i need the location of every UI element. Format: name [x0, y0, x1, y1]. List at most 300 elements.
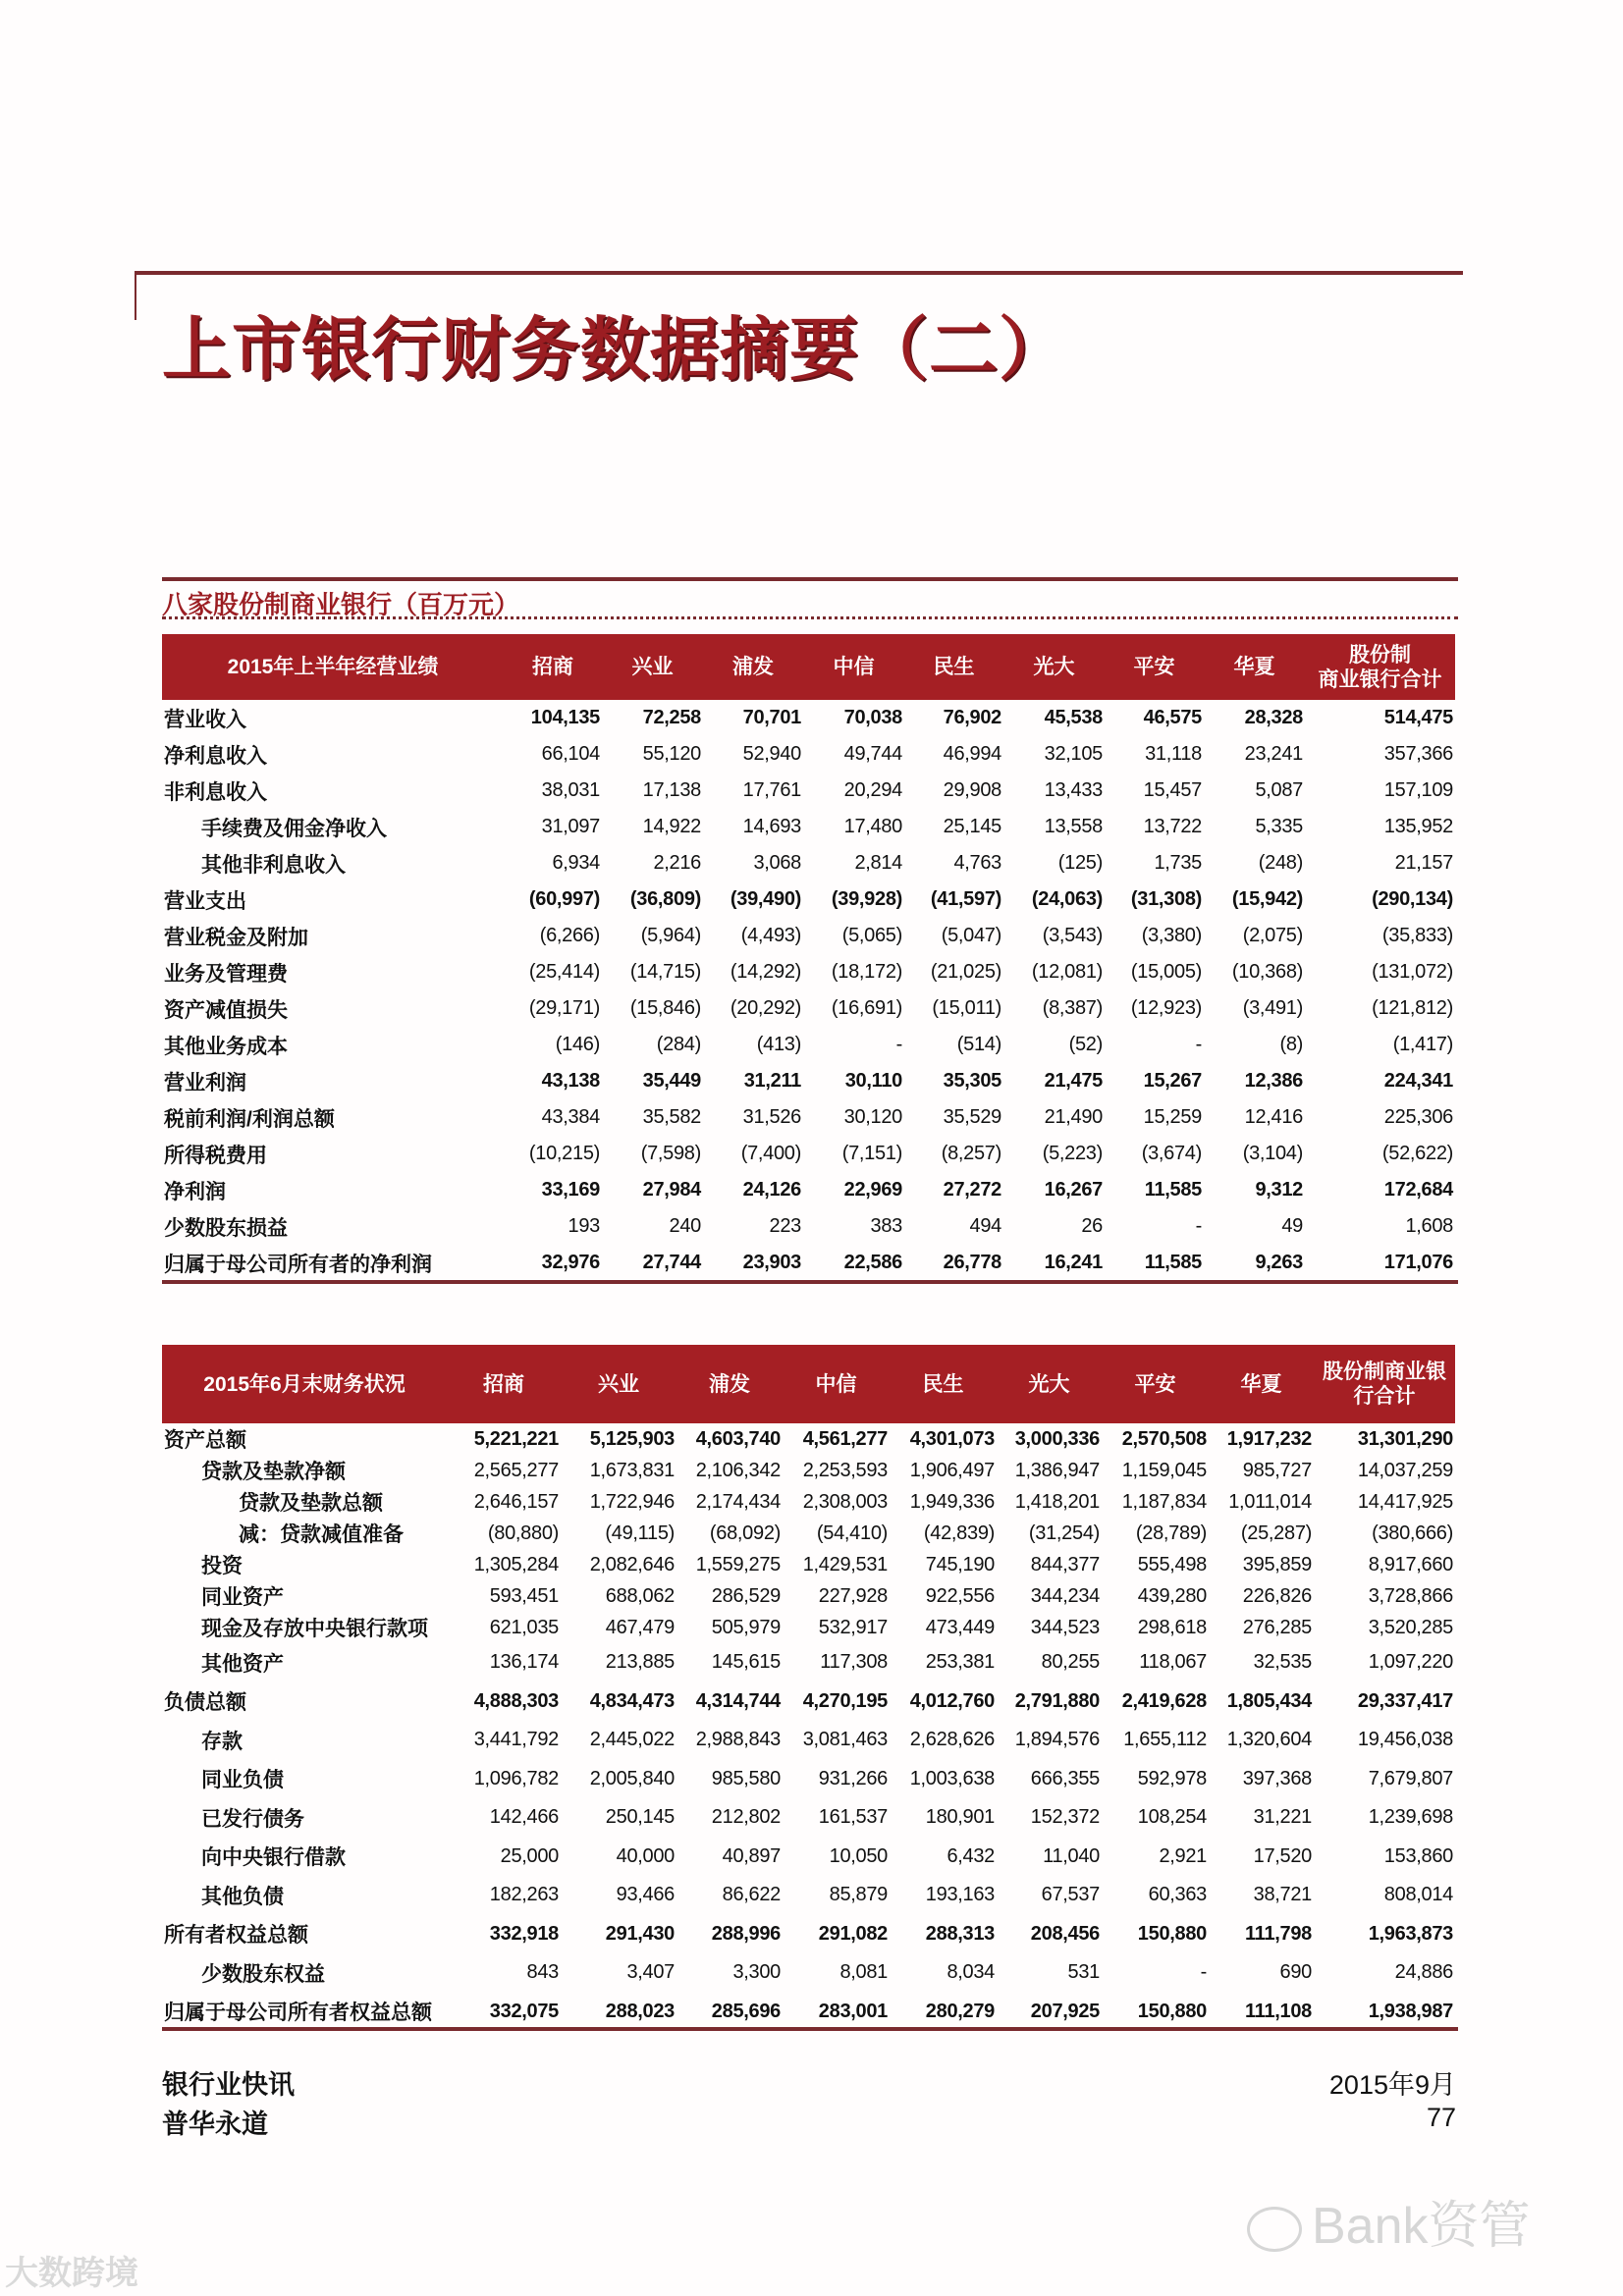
total-cell: 225,306: [1383, 1106, 1453, 1128]
value-cell: 30,120: [843, 1106, 902, 1128]
value-cell: 17,138: [642, 779, 701, 801]
value-cell: 24,126: [742, 1179, 801, 1201]
value-cell: 80,255: [1041, 1651, 1100, 1674]
value-cell: 35,449: [642, 1070, 701, 1092]
value-cell: 118,067: [1139, 1651, 1207, 1674]
value-cell: 182,263: [489, 1884, 559, 1906]
value-cell: 85,879: [829, 1884, 888, 1906]
value-cell: 11,585: [1144, 1252, 1202, 1273]
value-cell: 1,011,014: [1228, 1490, 1312, 1513]
value-cell: 1,559,275: [695, 1553, 781, 1575]
value-cell: 22,586: [843, 1252, 902, 1273]
value-cell: (15,011): [932, 997, 1001, 1019]
value-cell: 395,859: [1242, 1553, 1312, 1575]
value-cell: 985,580: [711, 1767, 781, 1789]
value-cell: 4,314,744: [695, 1689, 781, 1712]
table-row: [162, 1455, 1455, 1486]
value-cell: 15,267: [1143, 1070, 1202, 1092]
value-cell: 22,969: [843, 1179, 902, 1201]
total-cell: (131,072): [1372, 961, 1453, 983]
value-cell: 397,368: [1242, 1767, 1312, 1789]
watermark-bank-text: Bank资管: [1312, 2198, 1531, 2255]
value-cell: 27,984: [642, 1179, 701, 1201]
row-label: 净利润: [164, 1180, 226, 1203]
value-cell: (15,942): [1231, 888, 1303, 910]
row-label: 现金及存放中央银行款项: [201, 1618, 428, 1640]
value-cell: 161,537: [818, 1806, 888, 1829]
value-cell: (7,598): [640, 1143, 701, 1164]
value-cell: 280,279: [925, 2000, 995, 2022]
value-cell: 136,174: [489, 1651, 559, 1674]
total-cell: 153,860: [1383, 1844, 1453, 1867]
total-cell: 24,886: [1394, 1961, 1453, 1984]
value-cell: 32,535: [1253, 1651, 1312, 1674]
value-cell: 3,300: [732, 1961, 781, 1984]
value-cell: 150,880: [1137, 2000, 1207, 2022]
value-cell: 67,537: [1041, 1884, 1100, 1906]
value-cell: (31,308): [1130, 888, 1202, 910]
value-cell: 40,897: [722, 1844, 781, 1867]
table-row: [162, 990, 1455, 1027]
table-row: [162, 1027, 1455, 1063]
value-cell: 985,727: [1242, 1459, 1312, 1481]
footer-publication: 银行业快讯: [162, 2070, 295, 2100]
header-bank: 民生: [890, 1345, 997, 1423]
watermark-bank: [1247, 2184, 1531, 2258]
value-cell: 25,000: [500, 1844, 559, 1867]
value-cell: 494: [969, 1215, 1001, 1237]
value-cell: 35,305: [943, 1070, 1001, 1092]
value-cell: 1,159,045: [1121, 1459, 1207, 1481]
row-label: 净利息收入: [164, 744, 267, 768]
top-rule-tick: [135, 271, 136, 320]
value-cell: 1,096,782: [473, 1767, 559, 1789]
value-cell: 213,885: [605, 1651, 675, 1674]
value-cell: 532,917: [818, 1616, 888, 1638]
value-cell: (12,081): [1031, 961, 1103, 983]
value-cell: 27,744: [642, 1252, 701, 1273]
row-label: 资产减值损失: [164, 998, 288, 1022]
value-cell: 31,097: [541, 816, 600, 837]
value-cell: 70,038: [843, 707, 902, 728]
value-cell: (39,490): [730, 888, 801, 910]
watermark-left-text: 大数跨境: [5, 2255, 138, 2292]
value-cell: 4,561,277: [802, 1427, 888, 1450]
total-cell: 808,014: [1383, 1884, 1453, 1906]
total-cell: (52,622): [1381, 1143, 1453, 1164]
row-label: 营业税金及附加: [164, 926, 308, 949]
header-bank: 浦发: [703, 634, 803, 700]
value-cell: 30,110: [844, 1070, 902, 1092]
row-label: 所得税费用: [164, 1144, 267, 1167]
value-cell: 4,603,740: [695, 1427, 781, 1450]
value-cell: 6,934: [552, 852, 600, 874]
footer-company: 普华永道: [162, 2109, 268, 2139]
value-cell: 3,441,792: [473, 1729, 559, 1751]
table-row: [162, 1063, 1455, 1099]
row-label: 资产总额: [164, 1429, 246, 1452]
total-cell: 8,917,660: [1368, 1553, 1453, 1575]
row-label: 其他业务成本: [164, 1035, 288, 1058]
value-cell: 193: [568, 1215, 600, 1237]
value-cell: 288,996: [711, 1922, 781, 1945]
value-cell: 2,628,626: [909, 1729, 995, 1751]
table-header-row: [162, 634, 1455, 700]
page-title: 上市银行财务数据摘要（二）: [162, 311, 1068, 388]
page-number: 77: [1426, 2103, 1456, 2132]
header-bank: 华夏: [1209, 1345, 1314, 1423]
total-cell: 7,679,807: [1368, 1767, 1453, 1789]
value-cell: 531: [1067, 1961, 1100, 1984]
value-cell: 11,585: [1144, 1179, 1202, 1201]
value-cell: (14,292): [730, 961, 801, 983]
value-cell: 5,087: [1255, 779, 1303, 801]
table-bottom-rule: [162, 1280, 1458, 1284]
value-cell: 332,075: [489, 2000, 559, 2022]
value-cell: (125): [1057, 852, 1103, 874]
value-cell: 844,377: [1030, 1553, 1100, 1575]
value-cell: 3,068: [753, 852, 801, 874]
total-cell: 1,963,873: [1368, 1922, 1453, 1945]
table-row: [162, 1721, 1455, 1760]
table-row: [162, 1245, 1455, 1281]
value-cell: (2,075): [1242, 925, 1303, 946]
value-cell: 86,622: [722, 1884, 781, 1906]
value-cell: 2,005,840: [589, 1767, 675, 1789]
total-cell: 1,608: [1405, 1215, 1453, 1237]
row-label: 同业资产: [201, 1586, 284, 1609]
value-cell: -: [895, 1034, 902, 1055]
value-cell: (18,172): [831, 961, 902, 983]
value-cell: 5,221,221: [473, 1427, 559, 1450]
value-cell: (12,923): [1130, 997, 1202, 1019]
value-cell: 344,234: [1030, 1584, 1100, 1607]
table-row: [162, 1099, 1455, 1136]
value-cell: (39,928): [831, 888, 902, 910]
value-cell: 9,312: [1255, 1179, 1303, 1201]
row-label: 其他负债: [201, 1885, 284, 1908]
value-cell: 2,565,277: [473, 1459, 559, 1481]
header-bank: 光大: [997, 1345, 1102, 1423]
value-cell: 843: [526, 1961, 559, 1984]
row-label: 贷款及垫款净额: [201, 1461, 346, 1483]
value-cell: 1,917,232: [1226, 1427, 1312, 1450]
value-cell: 250,145: [605, 1806, 675, 1829]
value-cell: (146): [555, 1034, 600, 1055]
value-cell: (15,005): [1130, 961, 1202, 983]
value-cell: 10,050: [829, 1844, 888, 1867]
value-cell: 922,556: [925, 1584, 995, 1607]
table-row: [162, 845, 1455, 881]
row-label: 其他资产: [201, 1652, 284, 1676]
total-cell: 1,239,698: [1368, 1806, 1453, 1829]
value-cell: 17,761: [742, 779, 801, 801]
value-cell: 12,386: [1244, 1070, 1303, 1092]
value-cell: 28,328: [1244, 707, 1303, 728]
value-cell: 180,901: [925, 1806, 995, 1829]
value-cell: 253,381: [925, 1651, 995, 1674]
value-cell: (6,266): [539, 925, 600, 946]
total-cell: 224,341: [1383, 1070, 1453, 1092]
header-bank: 中信: [803, 634, 904, 700]
total-cell: 171,076: [1383, 1252, 1453, 1273]
value-cell: 31,221: [1253, 1806, 1312, 1829]
value-cell: 35,529: [943, 1106, 1001, 1128]
value-cell: 2,253,593: [802, 1459, 888, 1481]
value-cell: 17,480: [843, 816, 902, 837]
value-cell: 383: [870, 1215, 902, 1237]
value-cell: 43,384: [541, 1106, 600, 1128]
value-cell: 31,118: [1145, 743, 1202, 765]
value-cell: (68,092): [709, 1522, 781, 1544]
value-cell: 145,615: [711, 1651, 781, 1674]
table-row: [162, 1518, 1455, 1549]
value-cell: 1,722,946: [589, 1490, 675, 1513]
value-cell: 43,138: [541, 1070, 600, 1092]
value-cell: (16,691): [831, 997, 902, 1019]
value-cell: 25,145: [943, 816, 1001, 837]
top-rule: [135, 271, 1463, 275]
value-cell: 4,012,760: [909, 1689, 995, 1712]
value-cell: (5,964): [640, 925, 701, 946]
value-cell: (54,410): [816, 1522, 888, 1544]
value-cell: 15,259: [1143, 1106, 1202, 1128]
value-cell: (14,715): [629, 961, 701, 983]
value-cell: 13,433: [1044, 779, 1103, 801]
table-row: [162, 1953, 1455, 1993]
value-cell: 32,976: [541, 1252, 600, 1273]
total-cell: 357,366: [1383, 743, 1453, 765]
value-cell: 2,216: [653, 852, 701, 874]
value-cell: 111,108: [1245, 2000, 1312, 2022]
value-cell: -: [1195, 1215, 1202, 1237]
row-label: 营业支出: [164, 889, 246, 913]
value-cell: (3,104): [1242, 1143, 1303, 1164]
value-cell: 27,272: [943, 1179, 1001, 1201]
value-cell: 1,949,336: [909, 1490, 995, 1513]
total-cell: 3,728,866: [1368, 1584, 1453, 1607]
value-cell: 931,266: [818, 1767, 888, 1789]
value-cell: 4,270,195: [802, 1689, 888, 1712]
value-cell: 2,174,434: [695, 1490, 781, 1513]
value-cell: 3,407: [626, 1961, 675, 1984]
value-cell: 2,106,342: [695, 1459, 781, 1481]
value-cell: 467,479: [605, 1616, 675, 1638]
value-cell: 227,928: [818, 1584, 888, 1607]
row-label: 非利息收入: [164, 780, 267, 804]
value-cell: 344,523: [1030, 1616, 1100, 1638]
value-cell: 8,081: [839, 1961, 888, 1984]
table-row: [162, 1838, 1455, 1877]
value-cell: 13,722: [1143, 816, 1202, 837]
value-cell: (42,839): [923, 1522, 995, 1544]
table-row: [162, 1798, 1455, 1838]
value-cell: 1,386,947: [1014, 1459, 1100, 1481]
value-cell: 72,258: [642, 707, 701, 728]
value-cell: 2,308,003: [802, 1490, 888, 1513]
value-cell: 240: [669, 1215, 701, 1237]
total-cell: 172,684: [1383, 1179, 1453, 1201]
value-cell: 298,618: [1137, 1616, 1207, 1638]
value-cell: (10,368): [1231, 961, 1303, 983]
header-bank: 华夏: [1204, 634, 1305, 700]
value-cell: (3,380): [1141, 925, 1202, 946]
row-label: 向中央银行借款: [201, 1846, 346, 1870]
value-cell: 49: [1281, 1215, 1303, 1237]
value-cell: 26: [1081, 1215, 1103, 1237]
value-cell: 23,903: [742, 1252, 801, 1273]
value-cell: 21,475: [1044, 1070, 1103, 1092]
value-cell: 49,744: [843, 743, 902, 765]
table-row: [162, 1208, 1455, 1245]
financial-position-table: [162, 1345, 1455, 2031]
row-label: 手续费及佣金净收入: [201, 817, 387, 840]
value-cell: (31,254): [1028, 1522, 1100, 1544]
row-label: 其他非利息收入: [201, 853, 346, 877]
row-label: 存款: [201, 1730, 243, 1753]
value-cell: 12,416: [1244, 1106, 1303, 1128]
value-cell: 1,429,531: [802, 1553, 888, 1575]
value-cell: 555,498: [1137, 1553, 1207, 1575]
header-bank: 光大: [1003, 634, 1105, 700]
row-label: 归属于母公司所有者权益总额: [164, 2002, 432, 2025]
value-cell: 1,418,201: [1014, 1490, 1100, 1513]
value-cell: 45,538: [1044, 707, 1103, 728]
value-cell: 23,241: [1244, 743, 1303, 765]
header-total: 股份制 商业银行合计: [1305, 634, 1455, 700]
value-cell: 55,120: [642, 743, 701, 765]
value-cell: 33,169: [541, 1179, 600, 1201]
table-row: [162, 918, 1455, 954]
value-cell: 40,000: [616, 1844, 675, 1867]
header-bank: 平安: [1105, 634, 1204, 700]
value-cell: 207,925: [1030, 2000, 1100, 2022]
row-label: 业务及管理费: [164, 962, 288, 986]
header-label: 2015年上半年经营业绩: [162, 634, 504, 700]
value-cell: (15,846): [629, 997, 701, 1019]
value-cell: 5,335: [1255, 816, 1303, 837]
value-cell: 76,902: [943, 707, 1001, 728]
value-cell: (7,151): [841, 1143, 902, 1164]
value-cell: 666,355: [1030, 1767, 1100, 1789]
value-cell: 2,419,628: [1121, 1689, 1207, 1712]
total-cell: (35,833): [1381, 925, 1453, 946]
value-cell: 9,263: [1255, 1252, 1303, 1273]
value-cell: 142,466: [489, 1806, 559, 1829]
operating-results-table: [162, 634, 1455, 1281]
value-cell: 4,834,473: [589, 1689, 675, 1712]
value-cell: (28,789): [1135, 1522, 1207, 1544]
section-subtitle: 八家股份制商业银行（百万元）: [162, 590, 520, 619]
value-cell: 193,163: [925, 1884, 995, 1906]
value-cell: (49,115): [605, 1522, 675, 1544]
value-cell: 14,693: [742, 816, 801, 837]
value-cell: (5,223): [1042, 1143, 1103, 1164]
value-cell: 52,940: [742, 743, 801, 765]
value-cell: 505,979: [711, 1616, 781, 1638]
footer-date: 2015年9月: [1328, 2070, 1456, 2100]
table-row: [162, 1760, 1455, 1799]
value-cell: 60,363: [1148, 1884, 1207, 1906]
row-label: 税前利润/利润总额: [164, 1107, 335, 1131]
value-cell: 593,451: [489, 1584, 559, 1607]
table-row: [162, 1876, 1455, 1915]
value-cell: (8,387): [1042, 997, 1103, 1019]
value-cell: 111,798: [1245, 1922, 1312, 1945]
header-bank: 招商: [504, 634, 602, 700]
total-cell: (290,134): [1372, 888, 1453, 910]
value-cell: 2,988,843: [695, 1729, 781, 1751]
value-cell: 14,922: [642, 816, 701, 837]
table-row: [162, 1612, 1455, 1643]
total-cell: 157,109: [1383, 779, 1453, 801]
value-cell: 276,285: [1242, 1616, 1312, 1638]
value-cell: (3,674): [1141, 1143, 1202, 1164]
row-label: 同业负债: [201, 1769, 284, 1792]
header-bank: 兴业: [602, 634, 703, 700]
row-label: 贷款及垫款总额: [239, 1492, 383, 1515]
value-cell: (3,491): [1242, 997, 1303, 1019]
row-label: 已发行债务: [201, 1807, 304, 1831]
section-rule: [162, 577, 1458, 581]
value-cell: 38,031: [541, 779, 600, 801]
total-cell: 29,337,417: [1357, 1689, 1453, 1712]
value-cell: (60,997): [528, 888, 600, 910]
value-cell: 285,696: [711, 2000, 781, 2022]
value-cell: 66,104: [541, 743, 600, 765]
row-label: 归属于母公司所有者的净利润: [164, 1253, 432, 1276]
header-bank: 中信: [783, 1345, 890, 1423]
value-cell: (25,414): [528, 961, 600, 983]
value-cell: (5,047): [941, 925, 1001, 946]
value-cell: 20,294: [843, 779, 902, 801]
table-row: [162, 954, 1455, 990]
value-cell: 17,520: [1253, 1844, 1312, 1867]
header-bank: 浦发: [676, 1345, 783, 1423]
total-cell: (1,417): [1392, 1034, 1453, 1055]
value-cell: 1,906,497: [909, 1459, 995, 1481]
value-cell: 291,430: [605, 1922, 675, 1945]
value-cell: 31,526: [742, 1106, 801, 1128]
value-cell: 745,190: [925, 1553, 995, 1575]
table-row: [162, 1580, 1455, 1612]
table-header-row: [162, 1345, 1455, 1423]
value-cell: 104,135: [530, 707, 600, 728]
value-cell: 38,721: [1253, 1884, 1312, 1906]
total-cell: 1,938,987: [1368, 2000, 1453, 2022]
header-bank: 平安: [1102, 1345, 1209, 1423]
value-cell: -: [1195, 1034, 1202, 1055]
value-cell: 2,082,646: [589, 1553, 675, 1575]
value-cell: 46,575: [1143, 707, 1202, 728]
value-cell: 13,558: [1044, 816, 1103, 837]
value-cell: 2,921: [1159, 1844, 1207, 1867]
total-cell: 1,097,220: [1368, 1651, 1453, 1674]
value-cell: 332,918: [489, 1922, 559, 1945]
total-cell: 514,475: [1383, 707, 1453, 728]
value-cell: (36,809): [629, 888, 701, 910]
value-cell: 2,646,157: [473, 1490, 559, 1513]
value-cell: 473,449: [925, 1616, 995, 1638]
value-cell: 1,305,284: [473, 1553, 559, 1575]
value-cell: 1,673,831: [589, 1459, 675, 1481]
header-bank: 兴业: [561, 1345, 676, 1423]
value-cell: (52): [1068, 1034, 1103, 1055]
value-cell: 26,778: [943, 1252, 1001, 1273]
value-cell: 621,035: [489, 1616, 559, 1638]
value-cell: 288,313: [925, 1922, 995, 1945]
table-row: [162, 1136, 1455, 1172]
